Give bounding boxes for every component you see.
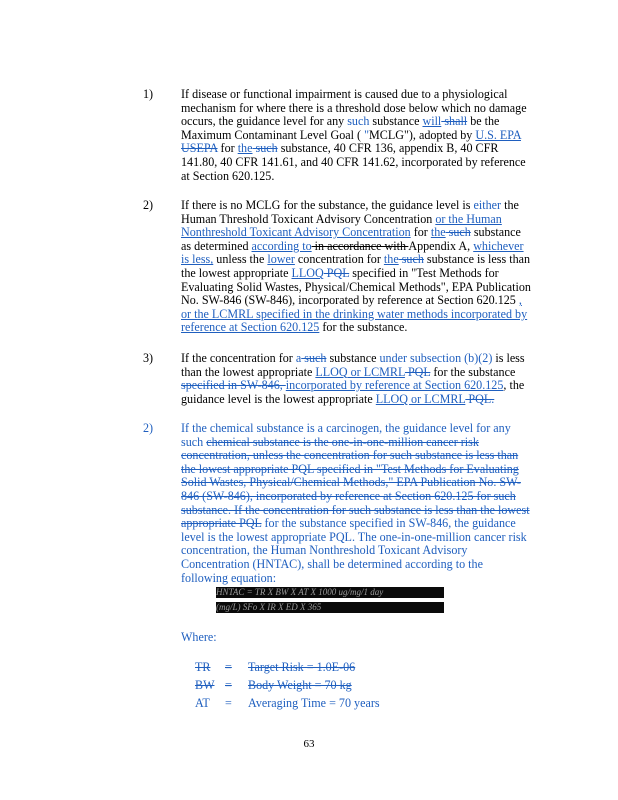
inserted-underlined-text: LLOQ or LCMRL xyxy=(375,391,466,406)
text-run: substance xyxy=(326,351,380,365)
item-number: 2) xyxy=(143,421,154,435)
inserted-text: If the chemical substance is a carcinogen, the guidance level for any such xyxy=(181,421,511,449)
variable-symbol: TR xyxy=(195,660,211,674)
deleted-text: such xyxy=(252,141,278,156)
item-text xyxy=(181,199,531,335)
deleted-text: in accordance with xyxy=(311,238,409,253)
text-run: for xyxy=(217,141,238,156)
item-text xyxy=(181,422,531,585)
item-text xyxy=(181,88,531,183)
inserted-text: for the substance specified in SW-846, the guidance level is the lowest appropriate PQL. The one-in-one-million cancer risk concentration, the Human Nonthreshold Toxicant Advisory Concentration (HNTAC), shall be determined according to the following equation: xyxy=(181,516,527,585)
inserted-text: " xyxy=(364,127,369,142)
inserted-text: a xyxy=(295,351,302,365)
item-number: 3) xyxy=(143,351,154,365)
deleted-text: chemical substance is the one-in-one-million cancer risk concentration, unless the concentration for such substance is less than the lowest appropriate PQL specified in "Test Methods for Evaluating Solid Wastes, Physical/Chemical Methods," EPA Publication No. SW-846 (SW-846), incorporated by reference at Section 620.125 for such substance. If the concentration for such substance is less than the lowest appropriate PQL xyxy=(181,434,530,531)
inserted-underlined-text: LLOQ xyxy=(291,265,324,280)
deleted-text: PQL xyxy=(323,265,350,280)
deleted-text: PQL. xyxy=(465,391,495,406)
inserted-underlined-text: U.S. EPA xyxy=(475,127,521,142)
deleted-text: such xyxy=(398,252,424,267)
inserted-underlined-text: whichever is less, xyxy=(181,238,524,267)
inserted-underlined-text: incorporated by reference at Section 620.125 xyxy=(285,378,504,393)
variable-symbol: AT xyxy=(195,696,210,710)
variable-definition: Averaging Time = 70 years xyxy=(248,696,380,710)
variable-equals: = xyxy=(225,678,232,692)
inserted-text: either xyxy=(473,198,502,212)
text-run: substance is less than the lowest appropriate xyxy=(181,252,531,280)
inserted-text: such xyxy=(347,114,370,129)
inserted-underlined-text: will xyxy=(422,114,442,129)
variable-definition: Body Weight = 70 kg xyxy=(248,678,352,692)
equation-line-1: HNTAC = TR X BW X AT X 1000 ug/mg/1 day xyxy=(216,587,444,598)
where-label: Where: xyxy=(181,630,217,644)
text-run: substance as determined xyxy=(181,225,521,253)
text-run: , the guidance level is the lowest appropriate xyxy=(181,378,525,406)
variable-definition: Target Risk = 1.0E-06 xyxy=(248,660,356,674)
text-run: If the concentration for xyxy=(181,351,296,365)
text-run: for xyxy=(410,225,431,240)
deleted-text: USEPA xyxy=(181,141,218,156)
text-run: unless the xyxy=(213,252,268,267)
item-number: 2) xyxy=(143,198,154,212)
equation-line-2: (mg/L) SFo X IR X ED X 365 xyxy=(216,602,444,613)
variable-symbol: BW xyxy=(195,678,215,692)
variable-equals: = xyxy=(225,660,232,674)
deleted-text: specified in SW-846, xyxy=(181,378,286,393)
item-text xyxy=(181,352,531,406)
deleted-text: such xyxy=(445,225,471,240)
text-run: Appendix A, xyxy=(408,238,474,253)
text-run: specified in "Test Methods for Evaluating Solid Wastes, Physical/Chemical Methods", EPA Publication No. SW-846 (SW-846), incorporated by reference at Section 620.125 xyxy=(181,265,531,308)
deleted-text: such xyxy=(301,351,327,365)
text-run: concentration for xyxy=(294,252,384,267)
text-run: substance, 40 CFR 136, appendix B, 40 CFR 141.80, 40 CFR 141.61, and 40 CFR 141.62, incorporated by reference at Section 620.125. xyxy=(181,141,526,183)
inserted-text: under subsection (b)(2) xyxy=(379,351,493,365)
inserted-underlined-text: according to xyxy=(251,238,312,253)
text-run: substance xyxy=(369,114,423,129)
inserted-underlined-text: or the Human Nonthreshold Toxicant Advisory Concentration xyxy=(181,211,502,240)
deleted-text: PQL xyxy=(404,364,431,379)
inserted-underlined-text: LLOQ or LCMRL xyxy=(315,364,405,379)
inserted-underlined-text: , or the LCMRL specified in the drinking water methods incorporated by reference at Section 620.125 xyxy=(181,293,528,335)
text-run: is less than the lowest appropriate xyxy=(181,351,525,379)
text-run: If disease or functional impairment is caused due to a physiological mechanism for where there is a threshold dose below which no damage occurs, the guidance level for any xyxy=(181,87,527,129)
inserted-underlined-text: the xyxy=(430,225,446,240)
variable-equals: = xyxy=(225,696,232,710)
text-run: be the Maximum Contaminant Level Goal ( xyxy=(181,114,500,142)
text-run: If there is no MCLG for the substance, the guidance level is xyxy=(181,198,474,212)
deleted-text: shall xyxy=(441,114,468,129)
inserted-underlined-text: the xyxy=(237,141,253,156)
text-run: for the substance xyxy=(430,364,516,379)
page-number: 63 xyxy=(303,738,315,750)
inserted-underlined-text: lower xyxy=(267,252,295,267)
text-run: MCLG"), adopted by xyxy=(369,127,476,142)
item-number: 1) xyxy=(143,87,154,101)
text-run: the Human Threshold Toxicant Advisory Concentration xyxy=(181,198,519,226)
inserted-underlined-text: the xyxy=(383,252,399,267)
text-run: for the substance. xyxy=(319,320,408,335)
